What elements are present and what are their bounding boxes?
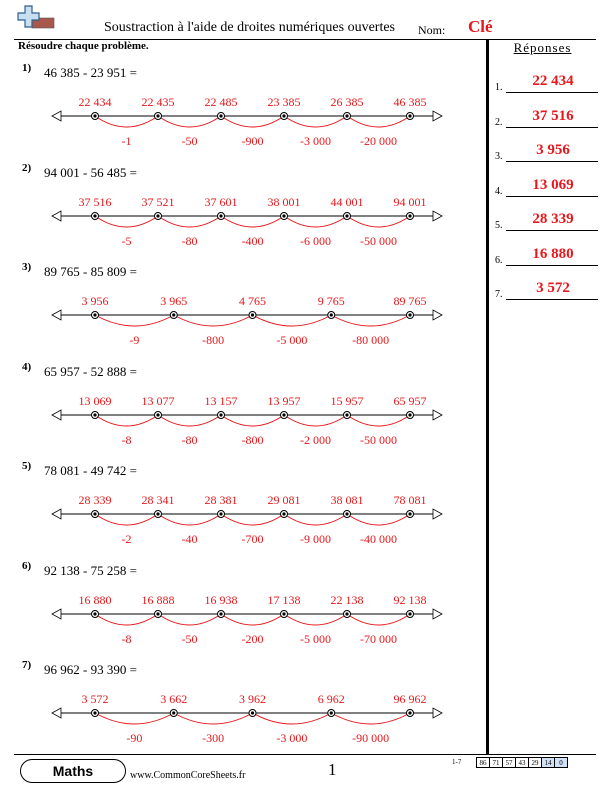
jump-label: -5 000 xyxy=(276,333,308,347)
point-label: 13 157 xyxy=(204,393,238,408)
point-marker xyxy=(407,710,414,717)
jump-label: -80 000 xyxy=(352,333,390,347)
jump-arc xyxy=(174,713,253,724)
jump-arc xyxy=(221,415,284,426)
point-label: 22 434 xyxy=(78,95,112,109)
jump-arc xyxy=(158,415,221,426)
answer-number: 2. xyxy=(495,116,503,128)
point-label: 6 962 xyxy=(317,692,345,706)
point-label: 22 485 xyxy=(204,95,238,109)
jump-arc xyxy=(174,315,253,326)
point-label: 15 957 xyxy=(330,393,364,408)
answer-number: 3. xyxy=(495,151,503,162)
jump-label: -5 000 xyxy=(300,631,331,646)
point-label: 4 765 xyxy=(239,294,266,308)
jump-label: -3 000 xyxy=(300,134,331,148)
jump-label: -80 xyxy=(181,432,198,447)
jump-label: -800 xyxy=(241,432,264,447)
point-marker xyxy=(407,610,414,617)
point-marker xyxy=(281,511,288,518)
name-value: Clé xyxy=(468,17,493,36)
answer-line xyxy=(506,230,598,231)
answer-value: 3 572 xyxy=(536,280,570,296)
instruction-text: Résoudre chaque problème. xyxy=(18,40,149,52)
point-marker xyxy=(344,113,351,120)
score-cell: 0 xyxy=(555,758,568,768)
problem-number: 4) xyxy=(22,360,32,373)
arrow-right-icon xyxy=(433,509,442,519)
point-marker xyxy=(249,312,256,319)
point-marker xyxy=(281,113,288,120)
point-label: 46 385 xyxy=(393,95,427,109)
jump-arc xyxy=(158,614,221,625)
jump-label: -200 xyxy=(241,631,264,646)
point-label: 28 341 xyxy=(141,493,175,507)
jump-arc xyxy=(284,514,347,525)
jump-label: -5 xyxy=(121,233,132,248)
problem-expression: 65 957 - 52 888 = xyxy=(44,363,137,379)
jump-arc xyxy=(347,216,410,227)
point-label: 16 880 xyxy=(78,592,112,607)
point-label: 92 138 xyxy=(393,592,427,607)
number-line xyxy=(50,385,445,447)
jump-label: -900 xyxy=(241,134,264,148)
point-marker xyxy=(407,113,414,120)
subject-badge: Maths xyxy=(20,759,126,783)
point-label: 3 572 xyxy=(81,692,109,706)
point-label: 17 138 xyxy=(267,592,301,607)
jump-label: -8 xyxy=(121,432,132,447)
jump-arc xyxy=(347,415,410,426)
point-label: 37 516 xyxy=(78,194,112,209)
point-label: 28 381 xyxy=(204,493,238,507)
arrow-left-icon xyxy=(52,509,61,519)
point-marker xyxy=(344,511,351,518)
point-marker xyxy=(407,411,414,418)
point-marker xyxy=(249,710,256,717)
answer-line xyxy=(506,299,598,300)
point-marker xyxy=(218,610,225,617)
jump-label: -800 xyxy=(202,333,225,347)
number-line xyxy=(50,86,445,148)
point-label: 28 339 xyxy=(78,493,112,507)
point-marker xyxy=(407,312,414,319)
jump-arc xyxy=(95,713,174,724)
point-label: 13 957 xyxy=(267,393,301,408)
point-marker xyxy=(170,312,177,319)
jump-label: -9 xyxy=(129,333,140,347)
jump-arc xyxy=(158,514,221,525)
jump-arc xyxy=(221,514,284,525)
problem-expression: 78 081 - 49 742 = xyxy=(44,463,137,478)
point-label: 26 385 xyxy=(330,95,364,109)
arrow-right-icon xyxy=(433,310,442,320)
problem-number: 6) xyxy=(22,559,32,572)
answer-line xyxy=(506,127,598,128)
jump-arc xyxy=(95,415,158,426)
jump-label: -1 xyxy=(121,134,132,148)
point-marker xyxy=(218,511,225,518)
point-marker xyxy=(328,312,335,319)
point-marker xyxy=(92,610,99,617)
jump-arc xyxy=(253,713,332,724)
point-label: 16 888 xyxy=(141,592,175,607)
point-marker xyxy=(218,212,225,219)
jump-label: -3 000 xyxy=(276,731,308,745)
jump-arc xyxy=(158,216,221,227)
point-label: 38 001 xyxy=(267,194,301,209)
problem-number: 5) xyxy=(22,460,32,472)
number-line xyxy=(50,285,445,347)
arrow-right-icon xyxy=(433,410,442,420)
problem-expression: 92 138 - 75 258 = xyxy=(44,562,137,578)
jump-label: -90 xyxy=(126,731,143,745)
jump-arc xyxy=(221,116,284,127)
arrow-right-icon xyxy=(433,111,442,121)
jump-label: -2 000 xyxy=(300,432,331,447)
answer-number: 4. xyxy=(495,185,503,197)
jump-label: -40 000 xyxy=(360,532,397,546)
point-label: 3 662 xyxy=(160,692,188,706)
jump-label: -6 000 xyxy=(300,233,331,248)
point-marker xyxy=(344,610,351,617)
jump-label: -9 000 xyxy=(300,532,331,546)
arrow-right-icon xyxy=(433,609,442,619)
jump-label: -50 xyxy=(181,631,198,646)
name-label: Nom: xyxy=(418,23,446,37)
jump-label: -700 xyxy=(241,532,264,546)
point-label: 89 765 xyxy=(393,294,427,308)
score-cell: 43 xyxy=(516,758,529,768)
arrow-left-icon xyxy=(52,708,61,718)
jump-arc xyxy=(284,216,347,227)
answer-number: 6. xyxy=(495,254,503,266)
point-label: 38 081 xyxy=(330,493,364,507)
jump-arc xyxy=(95,216,158,227)
answer-number: 1. xyxy=(495,82,503,93)
answer-value: 13 069 xyxy=(532,176,574,193)
point-marker xyxy=(170,710,177,717)
point-label: 9 765 xyxy=(317,294,345,308)
jump-label: -90 000 xyxy=(352,731,390,745)
point-label: 23 385 xyxy=(267,95,301,109)
number-line xyxy=(50,584,445,646)
jump-arc xyxy=(221,216,284,227)
point-marker xyxy=(218,411,225,418)
answer-line xyxy=(506,265,598,266)
jump-label: -2 xyxy=(121,532,132,546)
jump-arc xyxy=(284,614,347,625)
point-marker xyxy=(155,212,162,219)
point-label: 29 081 xyxy=(267,493,301,507)
problem-expression: 96 962 - 93 390 = xyxy=(44,662,137,677)
score-cell: 71 xyxy=(490,758,503,768)
point-label: 13 077 xyxy=(141,393,175,408)
jump-label: -400 xyxy=(241,233,264,248)
jump-arc xyxy=(347,116,410,127)
jump-arc xyxy=(253,315,332,326)
number-line xyxy=(50,683,445,745)
jump-arc xyxy=(347,614,410,625)
point-label: 3 956 xyxy=(81,294,109,308)
arrow-left-icon xyxy=(52,310,61,320)
point-label: 37 521 xyxy=(141,194,175,209)
jump-arc xyxy=(158,116,221,127)
site-url[interactable]: www.CommonCoreSheets.fr xyxy=(130,770,246,781)
number-line xyxy=(50,484,445,546)
problem-number: 7) xyxy=(22,659,32,671)
score-table xyxy=(476,757,568,768)
point-marker xyxy=(281,212,288,219)
point-label: 22 435 xyxy=(141,95,175,109)
arrow-left-icon xyxy=(52,211,61,221)
problem-number: 3) xyxy=(22,261,32,273)
point-marker xyxy=(155,610,162,617)
point-marker xyxy=(155,411,162,418)
footer-divider xyxy=(14,754,596,755)
score-cell: 57 xyxy=(503,758,516,768)
score-cell: 86 xyxy=(477,758,490,768)
point-marker xyxy=(92,411,99,418)
point-marker xyxy=(281,610,288,617)
answers-title: Réponses xyxy=(513,40,572,55)
point-marker xyxy=(155,511,162,518)
jump-arc xyxy=(95,614,158,625)
jump-arc xyxy=(95,315,174,326)
logo-icon xyxy=(16,4,56,38)
jump-arc xyxy=(95,116,158,127)
arrow-left-icon xyxy=(52,609,61,619)
jump-arc xyxy=(284,116,347,127)
point-marker xyxy=(407,511,414,518)
point-marker xyxy=(92,113,99,120)
answer-number: 5. xyxy=(495,220,503,231)
point-label: 3 962 xyxy=(239,692,266,706)
jump-arc xyxy=(95,514,158,525)
point-marker xyxy=(407,212,414,219)
arrow-left-icon xyxy=(52,111,61,121)
point-label: 78 081 xyxy=(393,493,427,507)
page-title: Soustraction à l'aide de droites numériques ouvertes xyxy=(104,20,395,35)
answer-line xyxy=(506,92,598,93)
point-label: 3 965 xyxy=(160,294,188,308)
point-label: 94 001 xyxy=(393,194,427,209)
point-marker xyxy=(281,411,288,418)
point-label: 37 601 xyxy=(204,194,238,209)
point-marker xyxy=(92,312,99,319)
jump-label: -80 xyxy=(181,233,198,248)
point-label: 96 962 xyxy=(393,692,427,706)
answer-number: 7. xyxy=(495,289,503,300)
point-marker xyxy=(218,113,225,120)
problem-expression: 89 765 - 85 809 = xyxy=(44,264,137,279)
point-marker xyxy=(328,710,335,717)
arrow-right-icon xyxy=(433,211,442,221)
score-cell: 14 xyxy=(542,758,555,768)
answer-value: 3 956 xyxy=(536,142,570,158)
point-marker xyxy=(344,411,351,418)
arrow-left-icon xyxy=(52,410,61,420)
score-cell: 29 xyxy=(529,758,542,768)
point-marker xyxy=(155,113,162,120)
point-label: 16 938 xyxy=(204,592,238,607)
answer-value: 16 880 xyxy=(532,245,574,262)
point-label: 44 001 xyxy=(330,194,364,209)
problem-expression: 46 385 - 23 951 = xyxy=(44,65,137,80)
jump-label: -50 000 xyxy=(360,233,397,248)
jump-label: -8 xyxy=(121,631,132,646)
problem-expression: 94 001 - 56 485 = xyxy=(44,164,137,180)
point-label: 13 069 xyxy=(78,393,112,408)
jump-arc xyxy=(284,415,347,426)
jump-arc xyxy=(221,614,284,625)
answer-line xyxy=(506,196,598,197)
point-label: 65 957 xyxy=(393,393,427,408)
jump-label: -300 xyxy=(202,731,225,745)
jump-label: -50 xyxy=(181,134,198,148)
stats-range: 1-7 xyxy=(452,758,462,766)
jump-arc xyxy=(331,713,410,724)
arrow-right-icon xyxy=(433,708,442,718)
answer-value: 37 516 xyxy=(532,107,574,124)
jump-label: -50 000 xyxy=(360,432,397,447)
jump-label: -70 000 xyxy=(360,631,397,646)
page-number: 1 xyxy=(328,760,337,779)
jump-arc xyxy=(331,315,410,326)
jump-arc xyxy=(347,514,410,525)
column-divider xyxy=(486,39,489,754)
jump-label: -40 xyxy=(181,532,198,546)
jump-label: -20 000 xyxy=(360,134,397,148)
point-marker xyxy=(92,511,99,518)
answer-line xyxy=(506,161,598,162)
answer-value: 22 434 xyxy=(532,73,574,89)
number-line xyxy=(50,186,445,248)
problem-number: 1) xyxy=(22,62,32,74)
answer-value: 28 339 xyxy=(532,211,574,227)
point-label: 22 138 xyxy=(330,592,364,607)
point-marker xyxy=(92,212,99,219)
problem-number: 2) xyxy=(22,161,32,174)
point-marker xyxy=(344,212,351,219)
point-marker xyxy=(92,710,99,717)
